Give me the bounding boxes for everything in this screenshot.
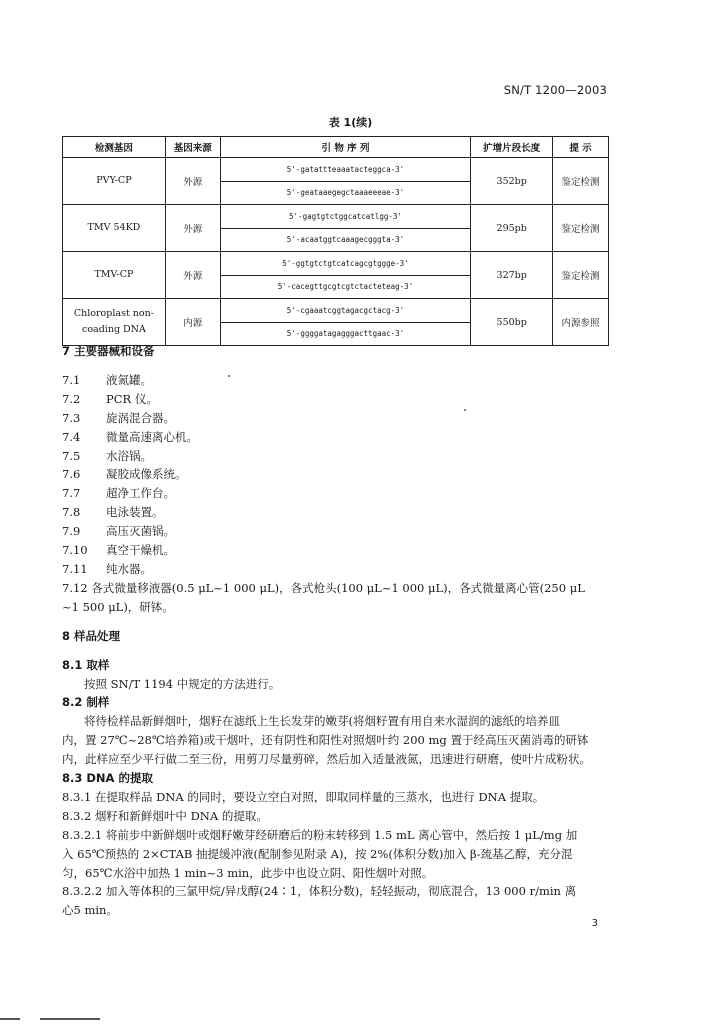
gene-cell: Chloroplast non-coading DNA (63, 299, 166, 346)
list-item: 7.2 PCR 仪。 (62, 391, 158, 406)
list-item-7-12: 7.12 各式微量移液器(0.5 μL~1 000 μL)，各式枪头(100 μL~1 000 μL)，各式微量离心管(250 μL (62, 580, 585, 595)
scan-edge-mark (0, 1018, 20, 1020)
standard-number: SN/T 1200—2003 (503, 83, 607, 97)
section-8-3-title: 8.3 DNA 的提取 (62, 771, 153, 786)
list-item: 7.9 高压灭菌锅。 (62, 524, 175, 539)
table-row (63, 252, 609, 276)
primer-reverse: 5'-geataaegegctaaaeeeae-3' (220, 181, 471, 205)
section-8-2-title: 8.2 制样 (62, 695, 110, 710)
paragraph: 按照 SN/T 1194 中规定的方法进行。 (84, 676, 281, 691)
note-cell: 鉴定检测 (553, 252, 609, 299)
size-cell: 352bp (471, 158, 553, 205)
gene-cell: PVY-CP (63, 158, 166, 205)
col-header-note: 提 示 (553, 137, 609, 158)
size-cell: 295pb (471, 205, 553, 252)
note-cell: 鉴定检测 (553, 158, 609, 205)
size-cell: 327bp (471, 252, 553, 299)
table-row (63, 205, 609, 229)
col-header-size: 扩增片段长度 (471, 137, 553, 158)
paragraph: 8.3.2 烟籽和新鲜烟叶中 DNA 的提取。 (62, 808, 268, 823)
source-cell: 外源 (165, 205, 220, 252)
table-header-row (63, 137, 609, 158)
paragraph-cont: 匀，65℃水浴中加热 1 min~3 min，此步中也设立阴、阳性烟叶对照。 (62, 865, 434, 880)
list-item: 7.4 微量高速离心机。 (62, 429, 198, 444)
page-number: 3 (591, 918, 598, 929)
col-header-gene: 检测基因 (63, 137, 166, 158)
primer-forward: 5'-gatattteaaatacteggca-3' (220, 158, 471, 182)
primer-table (62, 136, 609, 346)
table-row (63, 158, 609, 182)
gene-cell: TMV-CP (63, 252, 166, 299)
source-cell: 外源 (165, 158, 220, 205)
scan-speck (464, 409, 466, 411)
paragraph: 8.3.2.1 将前步中新鲜烟叶或烟籽嫩芽经研磨后的粉末转移到 1.5 mL 离心管中，然后按 1 μL/mg 加 (62, 827, 578, 842)
list-item: 7.7 超净工作台。 (62, 486, 175, 501)
paragraph-cont: 内，此样应至少平行做二至三份，用剪刀尽量剪碎，然后加入适量液氮，迅速进行研磨，使叶片成粉状。 (62, 752, 591, 767)
paragraph: 8.3.1 在提取样品 DNA 的同时，要设立空白对照，即取同样量的三蒸水，也进行 DNA 提取。 (62, 789, 545, 804)
primer-forward: 5'-cgaaatcggtagacgctacg-3' (220, 299, 471, 323)
paragraph: 8.3.2.2 加入等体积的三氯甲烷/异戊醇(24∶1，体积分数)，轻轻振动，彻底混合，13 000 r/min 离 (62, 884, 577, 899)
paragraph-cont: 心5 min。 (62, 903, 118, 918)
list-item: 7.10 真空干燥机。 (62, 543, 175, 558)
note-cell: 鉴定检测 (553, 205, 609, 252)
section-8-1-title: 8.1 取样 (62, 657, 110, 672)
scan-speck (228, 375, 230, 377)
size-cell: 550bp (471, 299, 553, 346)
paragraph-cont: 内，置 27℃~28℃培养箱)或干烟叶，还有阴性和阳性对照烟叶约 200 mg 置于经高压灭菌消毒的研钵 (62, 733, 589, 748)
table-row (63, 299, 609, 323)
scan-edge-mark (40, 1018, 100, 1020)
list-item-7-12-cont: ~1 500 μL)，研钵。 (62, 599, 174, 614)
paragraph-cont: 入 65℃预热的 2×CTAB 抽提缓冲液(配制参见附录 A)，按 2%(体积分数)加入 β-巯基乙醇，充分混 (62, 846, 573, 861)
primer-forward: 5'-ggtgtctgtcatcagcgtggge-3' (220, 252, 471, 276)
list-item: 7.11 纯水器。 (62, 561, 152, 576)
primer-reverse: 5'-ggggatagagggacttgaac-3' (220, 322, 471, 346)
source-cell: 外源 (165, 252, 220, 299)
list-item: 7.1 液氮罐。 (62, 372, 152, 387)
primer-reverse: 5'-cacegttgcgtcgtctacteteag-3' (220, 275, 471, 299)
col-header-sequence: 引 物 序 列 (220, 137, 471, 158)
primer-reverse: 5'-acaatggtcaaagecgggta-3' (220, 228, 471, 252)
primer-forward: 5'-gagtgtctggcatcatlgg-3' (220, 205, 471, 229)
gene-cell: TMV 54KD (63, 205, 166, 252)
document-body (62, 342, 609, 920)
list-item: 7.3 旋涡混合器。 (62, 410, 175, 425)
source-cell: 内源 (165, 299, 220, 346)
list-item: 7.5 水浴锅。 (62, 448, 152, 463)
section-7-title: 7 主要器械和设备 (62, 344, 155, 358)
paragraph: 将待检样品新鲜烟叶，烟籽在滤纸上生长发芽的嫩芽(将烟籽置有用自来水湿润的滤纸的培养皿 (84, 714, 560, 729)
list-item: 7.8 电泳装置。 (62, 505, 164, 520)
section-8-title: 8 样品处理 (62, 628, 121, 643)
table-caption: 表 1(续) (328, 116, 373, 129)
list-item: 7.6 凝胶成像系统。 (62, 467, 187, 482)
note-cell: 内源参照 (553, 299, 609, 346)
col-header-source: 基因来源 (165, 137, 220, 158)
